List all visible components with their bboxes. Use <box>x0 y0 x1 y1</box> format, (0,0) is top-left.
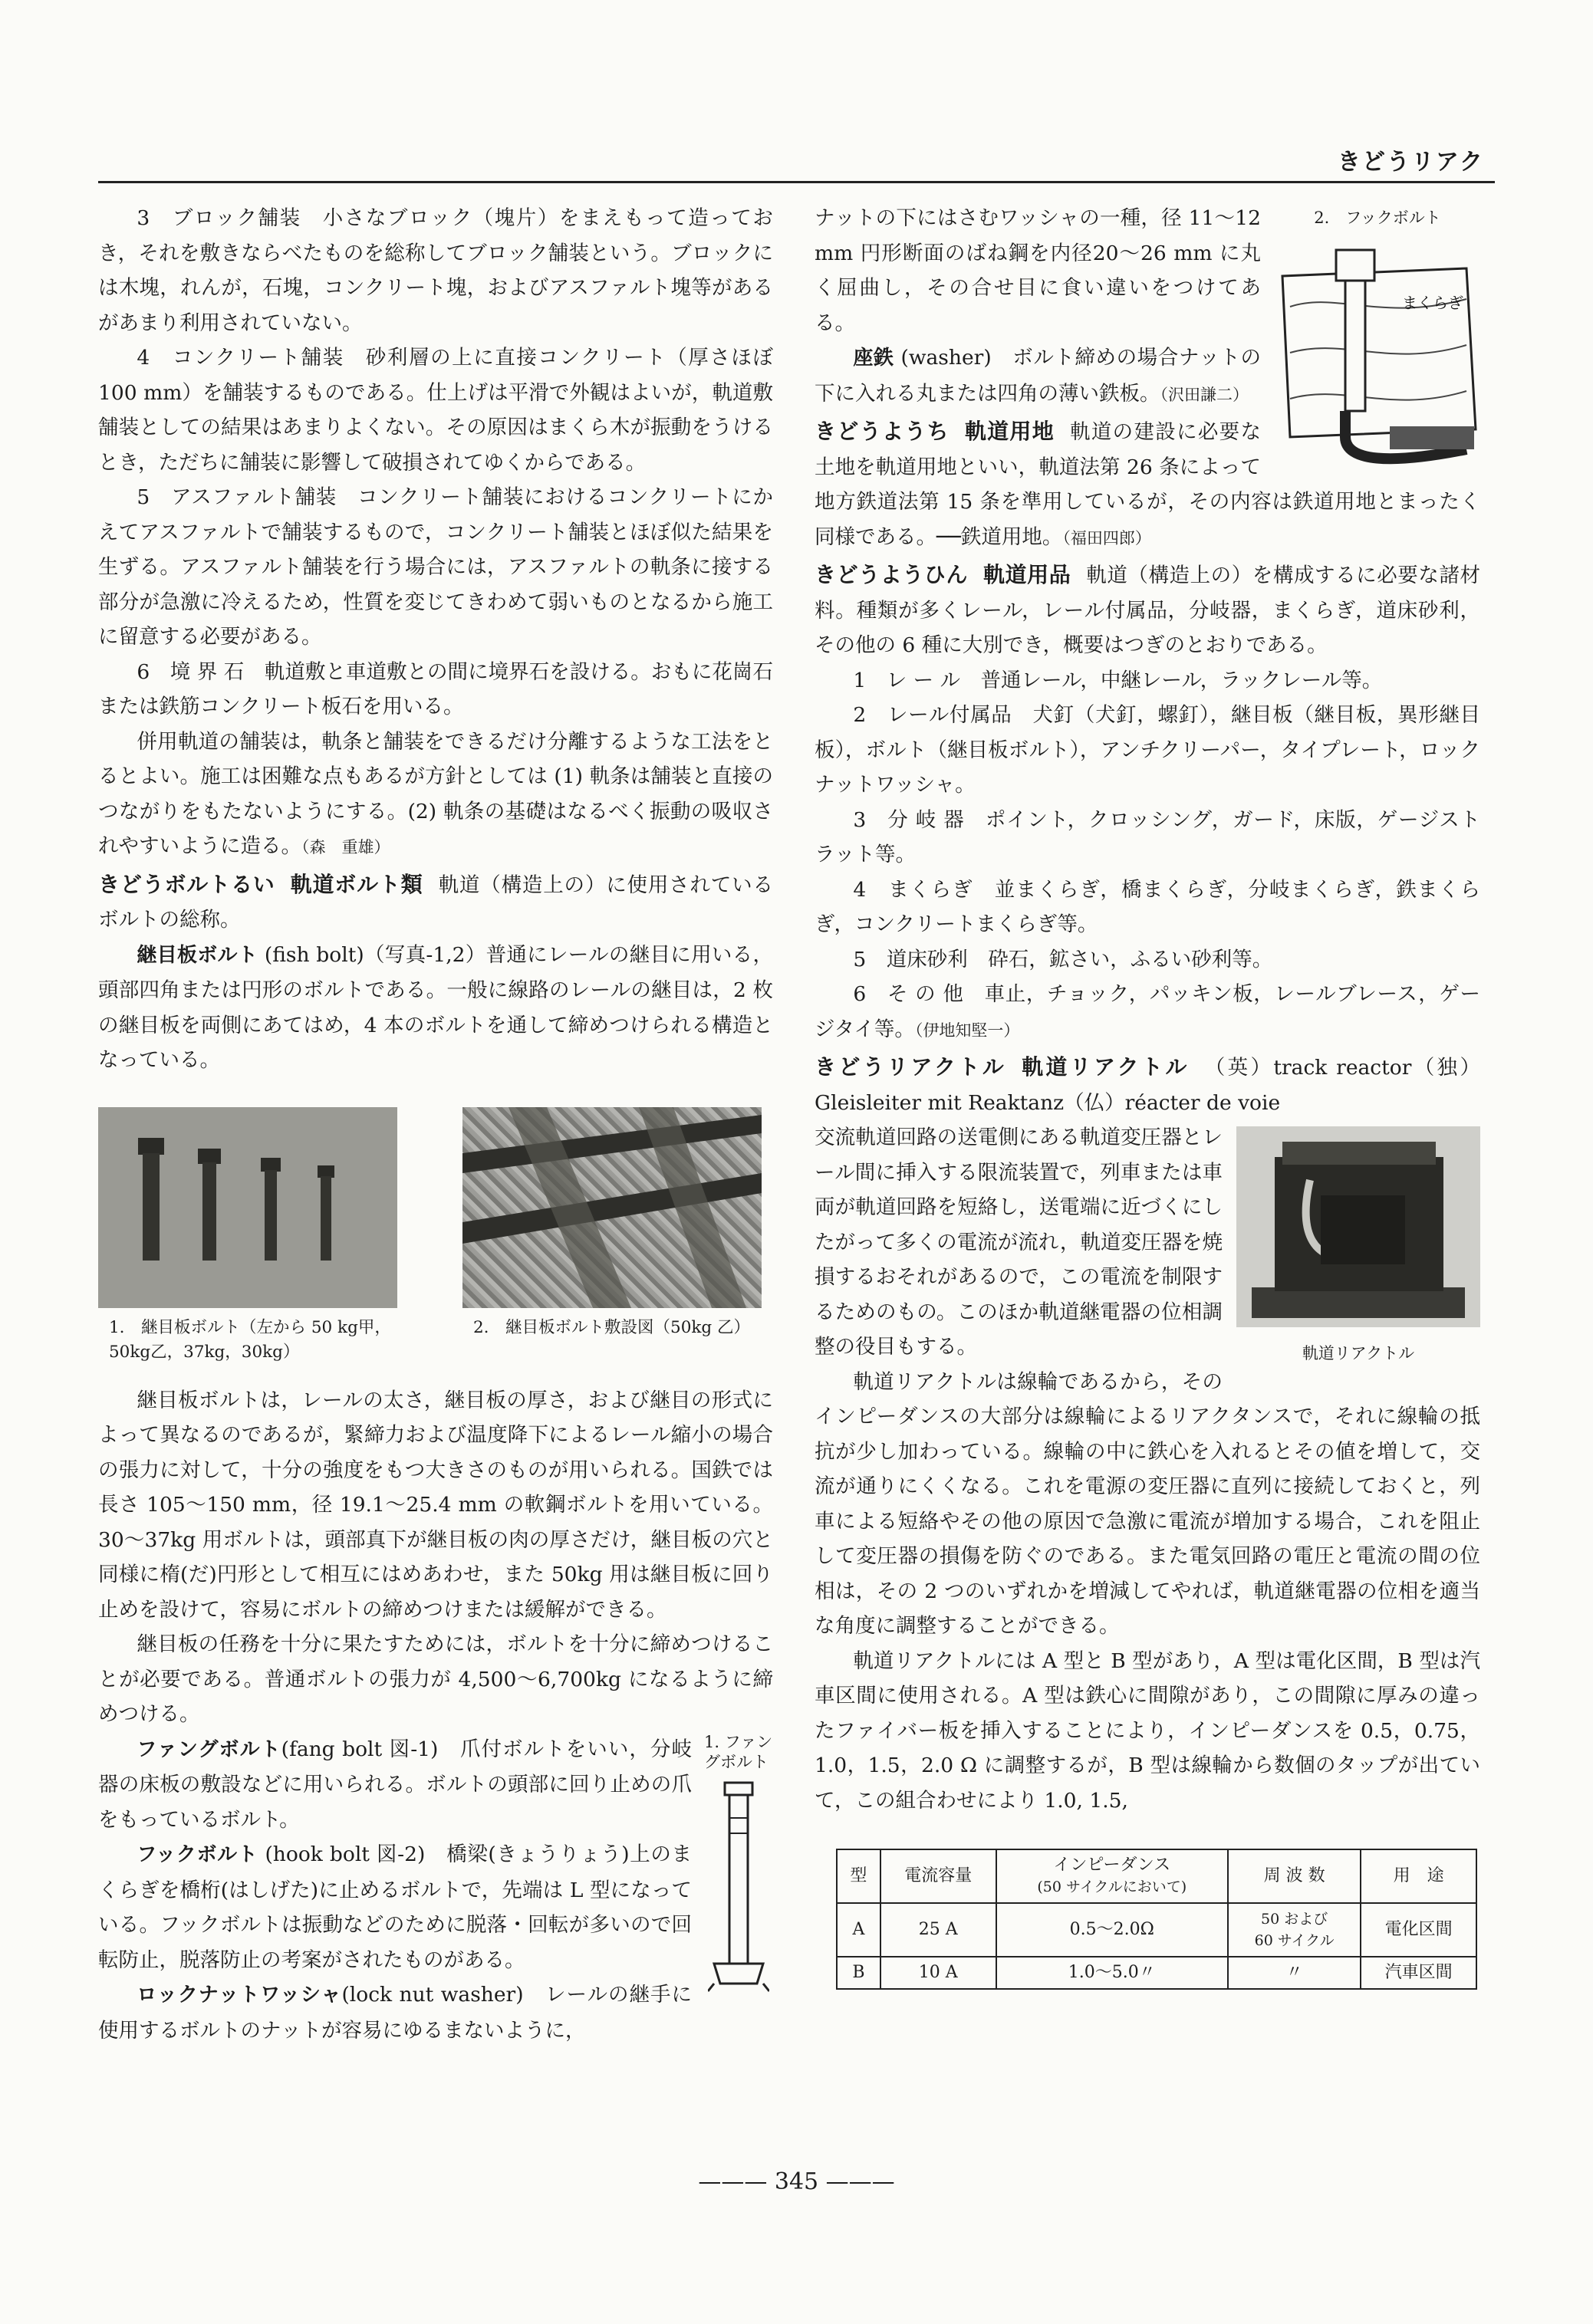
subterm: ロックナットワッシャ <box>137 1984 342 2007</box>
table-cell: B <box>837 1957 880 1989</box>
table-cell: 電化区間 <box>1361 1903 1476 1957</box>
table-cell: 0.5～2.0Ω <box>996 1903 1228 1957</box>
entry-reactor <box>815 1050 1480 1120</box>
table-header: 用 途 <box>1361 1849 1476 1903</box>
subterm: 継目板ボルト <box>137 943 258 967</box>
paragraph <box>98 1732 773 1838</box>
right-column <box>815 201 1480 1990</box>
paragraph-text: (fish bolt)（写真-1,2）普通にレールの継目に用いる，頭部四角または円形のボルトである。一般に線路のレールの継目は，2 枚の継目板を両側にあてはめ，4 本のボルトを通して締めつけられる構造となっている。 <box>98 942 773 1072</box>
running-header: きどうリアク <box>1337 149 1484 176</box>
entry-bolts <box>98 867 773 938</box>
list-item: 2 レール付属品 犬釘（犬釘，螺釘），継目板（継目板，異形継目板），ボルト（継目板ボルト），アンチクリーパー，タイプレート，ロックナットワッシャ。 <box>815 703 1480 797</box>
paragraph: 4 コンクリート舗装 砂利層の上に直接コンクリート（厚さほぼ 100 mm）を舗装するものである。仕上げは平滑で外観はよいが，軌道敷舗装としての結果はあまりよくない。その原因はまくら木が振動をうけるとき，ただちに舗装に影響して破損されてゆくからである。 <box>98 346 773 475</box>
entry-text: 軌道の建設に必要な土地を軌道用地といい，軌道法第 26 条によって地方鉄道法第 15 条を準用しているが，その内容は鉄道用地とまったく同様である。──鉄道用地。 <box>815 420 1480 549</box>
table-header-row <box>837 1849 1476 1903</box>
headword: きどうリアクトル <box>815 1054 1007 1080</box>
table-cell: 25 A <box>880 1903 996 1957</box>
page-footer: ——— 345 ——— <box>698 2168 895 2195</box>
paragraph: 交流軌道回路の送電側にある軌道変圧器とレール間に挿入する限流装置で，列車または車両が軌道回路を短絡し，送電端に近づくにしたがって多くの電流が流れ，軌道変圧器を焼損するおそれがあるので，この電流を制限するためのもの。このほか軌道継電器の位相調整の役目もする。 <box>815 1126 1223 1359</box>
paragraph: 軌道リアクトルは線輪であるから，そのインピーダンスの大部分は線輪によるリアクタンスで，それに線輪の抵抗が少し加わっている。線輪の中に鉄心を入れるとその値を増して，交流が通りにくくなる。これを電源の変圧器に直列に接続しておくと，列車による短絡やその他の原因で急激に電流が増加する場合，これを阻止して変圧器の損傷を防ぐのである。また電気回路の電圧と電流の間の位相は，その 2 つのいずれかを増減してやれば，軌道継電器の位相を適当な角度に調整することができる。 <box>815 1369 1480 1638</box>
photo-figure-1 <box>98 1107 409 1365</box>
table-cell <box>1228 1903 1361 1957</box>
list-item: 3 分 岐 器 ポイント，クロッシング，ガード，床版，ゲージストラット等。 <box>815 807 1480 866</box>
author: （森 重雄） <box>301 838 390 856</box>
fang-bolt-figure <box>704 1732 773 2006</box>
cell-line: 50 および <box>1261 1911 1328 1928</box>
list-item: 5 道床砂利 砕石，鉱さい，ふるい砂利等。 <box>853 947 1273 971</box>
foreign-terms: （英）track reactor（独）Gleisleiter mit Reaktanz（仏）réacter de voie <box>815 1056 1480 1115</box>
entry-text: 軌道（構造上の）を構成するに必要な諸材料。種類が多くレール，レール付属品，分岐器，まくらぎ，道床砂利，その他の 6 種に大別でき，概要はつぎのとおりである。 <box>815 564 1480 657</box>
entry-title: 軌道リアクトル <box>1022 1054 1190 1080</box>
header-line: インピーダンス <box>1053 1856 1171 1875</box>
left-column <box>98 201 773 2048</box>
list-item-text: 6 そ の 他 車止，チョック，パッキン板，レールブレース，ゲージタイ等。 <box>815 982 1480 1041</box>
header-rule <box>98 181 1495 183</box>
table-cell: 10 A <box>880 1957 996 1989</box>
photo-row <box>98 1107 773 1365</box>
figure-label: まくらぎ <box>1402 293 1463 312</box>
figure-caption: 2. フックボルト <box>1314 209 1441 227</box>
headword: きどうボルトるい <box>98 871 275 897</box>
table-header: 周 波 数 <box>1228 1849 1361 1903</box>
figure-caption: 軌道リアクトル <box>1302 1344 1415 1363</box>
paragraph <box>98 1837 773 1977</box>
hook-bolt-drawing <box>1275 245 1480 468</box>
author: （福田四郎） <box>1062 528 1151 547</box>
subterm: 座鉄 <box>853 347 894 370</box>
photo-caption: 1. 継目板ボルト（左から 50 kg甲，50kg乙，37kg，30kg） <box>109 1317 391 1362</box>
subterm: フックボルト <box>137 1843 258 1866</box>
entry-title: 軌道用品 <box>982 562 1071 587</box>
paragraph: 継目板の任務を十分に果たすためには，ボルトを十分に締めつけることが必要である。普通ボルトの張力が 4,500～6,700kg になるように締めつける。 <box>98 1632 773 1726</box>
paragraph <box>98 725 773 866</box>
paragraph-text: (hook bolt 図-2) 橋梁(きょうりょう)上のまくらぎを橋桁(はしげた)に止めるボルトで，先端は L 型になっている。フックボルトは振動などのために脱落・回転が多いので回転防止，脱落防止の考案がされたものがある。 <box>98 1842 692 1972</box>
subterm: ファングボルト <box>137 1737 281 1761</box>
photo-figure-2 <box>462 1107 773 1365</box>
table-cell: A <box>837 1903 880 1957</box>
paragraph: 6 境 界 石 軌道敷と車道敷との間に境界石を設ける。おもに花崗石または鉄筋コンクリート板石を用いる。 <box>98 659 773 718</box>
photo-caption: 2. 継目板ボルト敷設図（50kg 乙） <box>473 1317 750 1337</box>
list-item <box>815 977 1480 1048</box>
list-item: 4 まくらぎ 並まくらぎ，橋まくらぎ，分岐まくらぎ，鉄まくらぎ，コンクリートまくらぎ等。 <box>815 877 1480 936</box>
reactor-figure <box>1236 1126 1480 1372</box>
fish-bolts-photo <box>98 1107 397 1308</box>
table-cell: 〃 <box>1228 1957 1361 1989</box>
page-number: 345 <box>774 2168 819 2195</box>
paragraph <box>98 1977 773 2048</box>
paragraph-text: 併用軌道の舗装は，軌条と舗装をできるだけ分離するような工法をとるとよい。施工は困難な点もあるが方針としては (1) 軌条は舗装と直接のつながりをもたないようにする。(2) 軌条の基礎はなるべく振動の吸収されやすいように造る。 <box>98 729 773 858</box>
paragraph-text: (lock nut washer) レールの継手に使用するボルトのナットが容易にゆるまないように， <box>98 1983 692 2043</box>
table-row <box>837 1957 1476 1989</box>
paragraph: ナットの下にはさむワッシャの一種，径 11～12 mm 円形断面のばね鋼を内径20～26 mm に丸く屈曲し，その合せ目に食い違いをつけてある。 <box>815 206 1261 335</box>
paragraph-text: (fang bolt 図-1) 爪付ボルトをいい，分岐器の床板の敷設などに用いられる。ボルトの頭部に回り止めの爪をもっているボルト。 <box>98 1737 692 1832</box>
entry-title: 軌道ボルト類 <box>290 871 423 897</box>
table-header: 電流容量 <box>880 1849 996 1903</box>
paragraph <box>98 938 773 1078</box>
headword: きどうようち <box>815 419 950 444</box>
cell-line: 60 サイクル <box>1254 1932 1335 1949</box>
paragraph: 軌道リアクトルには A 型と B 型があり，A 型は電化区間，B 型は汽車区間に使用される。A 型は鉄心に間隙があり，この間隙に厚みの違ったファイバー板を挿入することにより，インピーダンスを 0.5，0.75，1.0，1.5，2.0 Ω に調整するが，B 型は線輪から数個のタップが出ていて，この組合わせにより 1.0, 1.5, <box>815 1648 1480 1813</box>
fang-bolt-drawing <box>708 1772 769 1994</box>
list-item: 1 レ ー ル 普通レール，中継レール，ラックレール等。 <box>853 668 1383 692</box>
table-row <box>837 1903 1476 1957</box>
author: （沢田謙二） <box>1160 385 1249 404</box>
author: （伊地知堅一） <box>914 1021 1020 1040</box>
entry-text: 軌道（構造上の）に使用されているボルトの総称。 <box>98 873 773 932</box>
entry-title: 軌道用地 <box>964 419 1055 444</box>
table-header <box>996 1849 1228 1903</box>
table-header: 型 <box>837 1849 880 1903</box>
table-cell: 1.0～5.0〃 <box>996 1957 1228 1989</box>
entry-materials <box>815 557 1480 663</box>
table-cell: 汽車区間 <box>1361 1957 1476 1989</box>
header-line: (50 サイクルにおいて) <box>1037 1879 1187 1895</box>
figure-caption: 1. ファングボルト <box>704 1732 773 1771</box>
reactor-spec-table <box>836 1849 1477 1990</box>
paragraph: 3 ブロック舗装 小さなブロック（塊片）をまえもって造っておき，それを敷きならべたものを総称してブロック舗装という。ブロックには木塊，れんが，石塊，コンクリート塊，およびアスファルト塊等があるがあまり利用されていない。 <box>98 206 773 335</box>
paragraph: 5 アスファルト舗装 コンクリート舗装におけるコンクリートにかえてアスファルトで舗装するもので，コンクリート舗装とほぼ似た結果を生ずる。アスファルト舗装を行う場合には，アスファルトの軌条に接する部分が急激に冷えるため，性質を変じてきわめて弱いものとなるから施工に留意する必要がある。 <box>98 485 773 649</box>
hook-bolt-figure <box>1275 201 1480 478</box>
paragraph-text: (washer) ボルト締めの場合ナットの下に入れる丸または四角の薄い鉄板。 <box>815 346 1261 406</box>
reactor-photo <box>1236 1126 1480 1327</box>
headword: きどうようひん <box>815 562 968 587</box>
paragraph: 継目板ボルトは，レールの太さ，継目板の厚さ，および継目の形式によって異なるのであるが，緊締力および温度降下によるレール縮小の場合の張力に対して，十分の強度をもつ大きさのものが用いられる。国鉄では長さ 105～150 mm，径 19.1～25.4 mm の軟鋼ボルトを用いている。30～37kg 用ボルトは，頭部真下が継目板の肉の厚さだけ，継目板の穴と同様に楕(だ)円形として相互にはめあわせ，また 50kg 用は継目板に回り止めを設けて，容易にボルトの締めつけまたは緩解ができる。 <box>98 1388 773 1622</box>
track-bolt-photo <box>462 1107 762 1308</box>
